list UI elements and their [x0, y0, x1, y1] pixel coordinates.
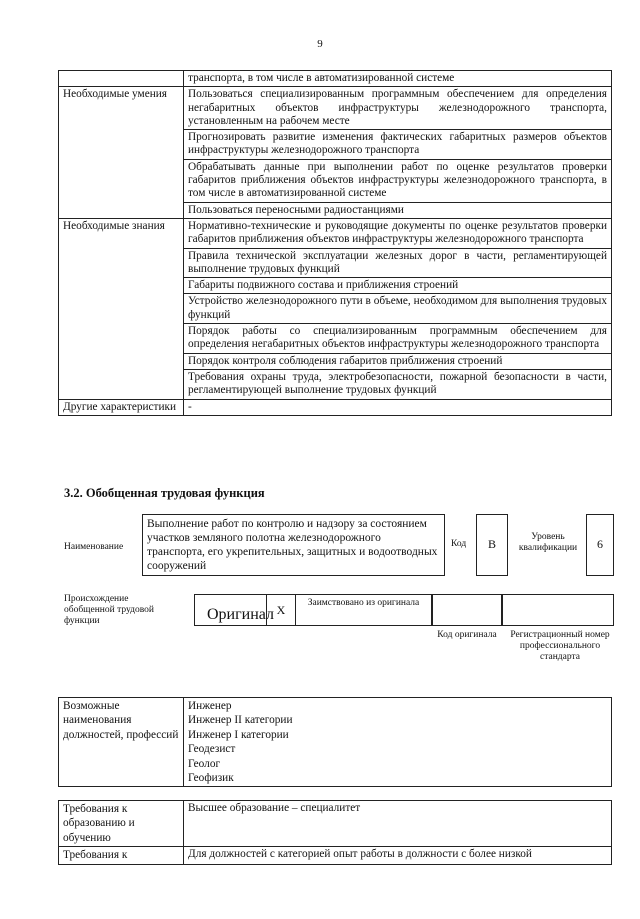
- table-cell: Габариты подвижного состава и приближения строений: [184, 278, 612, 294]
- list-item: Инженер I категории: [188, 728, 289, 741]
- table-row: [59, 399, 612, 415]
- experience-value: Для должностей с категорией опыт работы в должности с более низкой: [184, 847, 612, 864]
- code-original-label: Код оригинала: [437, 630, 497, 640]
- table-cell: Прогнозировать развитие изменения фактических габаритных размеров объектов инфраструктуры железнодорожного транспорта: [184, 130, 612, 160]
- level-value: 6: [586, 514, 614, 576]
- table-cell: Нормативно-технические и руководящие документы по оценке результатов проверки габаритов приближения объектов инфраструктуры железнодорожного транспорта: [184, 218, 612, 248]
- table-cell: Обрабатывать данные при выполнении работ по оценке результатов проверки габаритов приближения объектов инфраструктуры железнодорожного транспорта, в том числе в автоматизированной системе: [184, 159, 612, 202]
- table-row: [59, 218, 612, 248]
- table-cell: Порядок работы со специализированным программным обеспечением для определения негабаритных объектов инфраструктуры железнодорожного транспорта: [184, 324, 612, 354]
- name-label: Наименование: [64, 542, 124, 552]
- list-item: Геофизик: [188, 772, 234, 785]
- origin-label: Происхождение обобщенной трудовой функции: [64, 594, 154, 626]
- table-row: [59, 87, 612, 130]
- table-row: [59, 698, 612, 787]
- page-number: 9: [317, 38, 323, 50]
- list-item: Геолог: [188, 757, 221, 770]
- requirements-table: [58, 800, 612, 865]
- row-label-knowledge: Необходимые знания: [59, 218, 184, 399]
- original-mark: X: [266, 594, 296, 626]
- table-cell: транспорта, в том числе в автоматизированной системе: [184, 71, 612, 87]
- level-label: Уровень квалификации: [518, 532, 578, 553]
- education-value: Высшее образование – специалитет: [184, 801, 612, 847]
- list-item: Геодезист: [188, 743, 236, 756]
- positions-table: [58, 697, 612, 787]
- table-cell: Пользоваться переносными радиостанциями: [184, 202, 612, 218]
- row-label: [59, 71, 184, 87]
- table-cell: Порядок контроля соблюдения габаритов приближения строений: [184, 353, 612, 369]
- original-label: Оригинал: [194, 594, 266, 626]
- code-value: B: [476, 514, 508, 576]
- table-row: [59, 847, 612, 864]
- list-item: Инженер: [188, 700, 232, 712]
- function-name: Выполнение работ по контролю и надзору за состоянием участков земляного полотна железнодорожного транспорта, его укрепительных, защитных и водоотводных сооружений: [142, 514, 445, 576]
- reg-number-box: [502, 594, 614, 626]
- table-cell: Требования охраны труда, электробезопасности, пожарной безопасности в части, регламентирующей выполнение трудовых функций: [184, 369, 612, 399]
- education-label: Требования к образованию и обучению: [59, 801, 184, 847]
- positions-label: Возможные наименования должностей, профессий: [59, 698, 184, 787]
- table-cell: Правила технической эксплуатации железных дорог в части, регламентирующей выполнение трудовых функций: [184, 248, 612, 278]
- positions-list: [184, 698, 612, 787]
- borrowed-label: Заимствовано из оригинала: [296, 594, 432, 626]
- code-original-box: [432, 594, 502, 626]
- table-row: [59, 801, 612, 847]
- experience-label: Требования к: [59, 847, 184, 864]
- row-label-skills: Необходимые умения: [59, 87, 184, 219]
- section-title: 3.2. Обобщенная трудовая функция: [64, 486, 265, 500]
- table-cell: Устройство железнодорожного пути в объеме, необходимом для выполнения трудовых функций: [184, 294, 612, 324]
- list-item: Инженер II категории: [188, 714, 293, 727]
- skills-knowledge-table: [58, 70, 612, 416]
- table-row: [59, 71, 612, 87]
- row-label-other: Другие характеристики: [59, 399, 184, 415]
- table-cell: -: [184, 399, 612, 415]
- code-label: Код: [451, 539, 467, 549]
- table-cell: Пользоваться специализированным программным обеспечением для определения негабаритных объектов инфраструктуры железнодорожного транспорта, установленным на рабочем месте: [184, 87, 612, 130]
- reg-number-label: Регистрационный номер профессионального стандарта: [510, 630, 610, 662]
